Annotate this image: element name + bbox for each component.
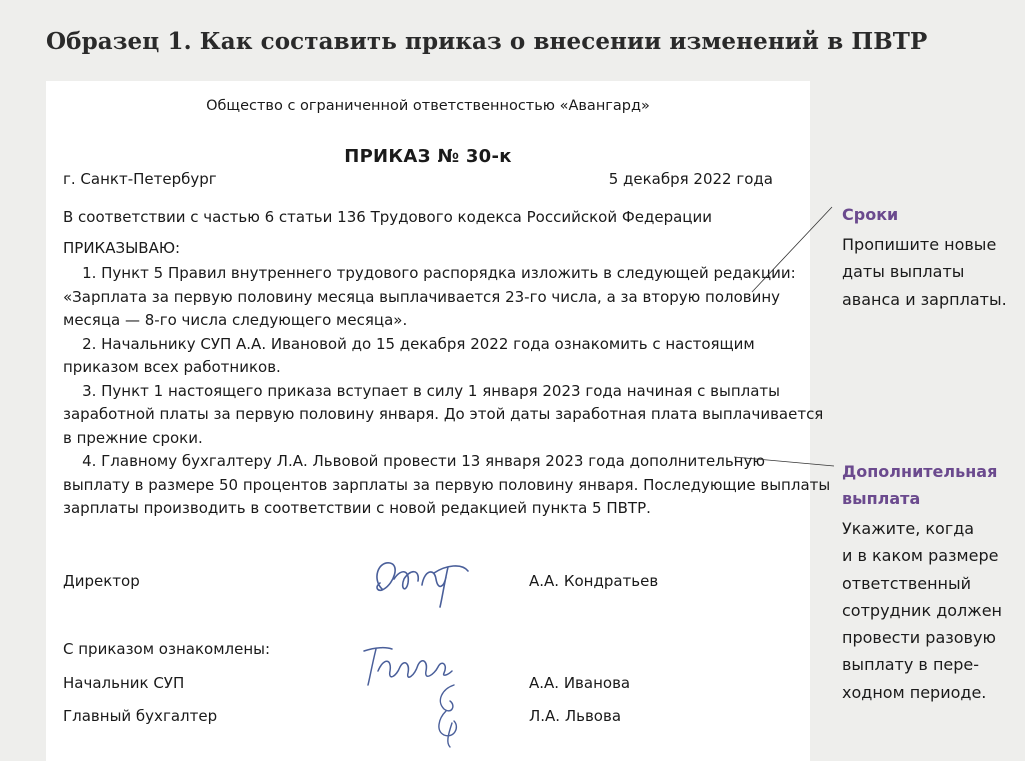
body-line: зарплаты производить в соответствии с новой редакцией пункта 5 ПВТР. — [63, 499, 651, 517]
hr-role: Начальник СУП — [63, 674, 185, 692]
order-city: г. Санкт-Петербург — [63, 170, 217, 188]
order-date: 5 декабря 2022 года — [608, 170, 773, 188]
note-line: ходном периоде. — [842, 682, 987, 702]
page-heading: Образец 1. Как составить приказ о внесении изменений в ПВТР — [46, 28, 928, 55]
accountant-name: Л.А. Львова — [529, 707, 622, 725]
body-line: 4. Главному бухгалтеру Л.А. Львовой провести 13 января 2023 года дополнительную — [63, 452, 765, 470]
body-line: заработной платы за первую половину января. До этой даты заработная плата выплачивается — [63, 405, 824, 423]
body-line: выплату в размере 50 процентов зарплаты за первую половину января. Последующие выплаты — [63, 475, 831, 494]
body-line: 3. Пункт 1 настоящего приказа вступает в силу 1 января 2023 года начиная с выплаты — [63, 381, 780, 400]
body-line: 2. Начальнику СУП А.А. Ивановой до 15 декабря 2022 года ознакомить с настоящим — [63, 334, 755, 353]
note-line: даты выплаты — [842, 262, 965, 282]
hr-name: А.А. Иванова — [529, 674, 631, 692]
body-line: месяца — 8-го числа следующего месяца». — [63, 311, 408, 329]
order-title: ПРИКАЗ № 30-к — [344, 146, 512, 167]
payment-leader-line — [734, 457, 834, 466]
accountant-role: Главный бухгалтер — [63, 707, 218, 725]
note-line: сотрудник должен — [842, 600, 1002, 620]
note-deadlines-text — [842, 231, 1007, 313]
note-deadlines-title: Сроки — [842, 205, 899, 224]
note-line: Укажите, когда — [842, 519, 975, 538]
note-title-line: Дополнительная — [842, 462, 998, 481]
body-line: 1. Пункт 5 Правил внутреннего трудового распорядка изложить в следующей редакции: — [63, 264, 796, 282]
body-line: в прежние сроки. — [63, 428, 203, 447]
note-line: провести разовую — [842, 628, 996, 648]
director-name: А.А. Кондратьев — [529, 572, 659, 590]
order-word: ПРИКАЗЫВАЮ: — [63, 239, 181, 257]
note-title-line: выплата — [842, 489, 921, 508]
legal-basis: В соответствии с частью 6 статьи 136 Трудового кодекса Российской Федерации — [63, 208, 712, 226]
director-role: Директор — [63, 572, 140, 590]
note-line: аванса и зарплаты. — [842, 289, 1007, 309]
note-payment-title — [842, 458, 997, 512]
note-line: и в каком размере — [842, 546, 999, 566]
body-line: приказом всех работников. — [63, 358, 281, 376]
organization-name: Общество с ограниченной ответственностью «Авангард» — [206, 98, 650, 114]
note-line: ответственный — [842, 573, 972, 593]
note-line: выплату в пере- — [842, 655, 980, 675]
note-line: Пропишите новые — [842, 235, 997, 254]
deadlines-leader-line — [752, 207, 832, 292]
note-payment-text — [842, 515, 1002, 706]
body-line: «Зарплата за первую половину месяца выплачивается 23-го числа, а за вторую половину — [63, 287, 781, 306]
acquainted-label: С приказом ознакомлены: — [63, 640, 271, 658]
